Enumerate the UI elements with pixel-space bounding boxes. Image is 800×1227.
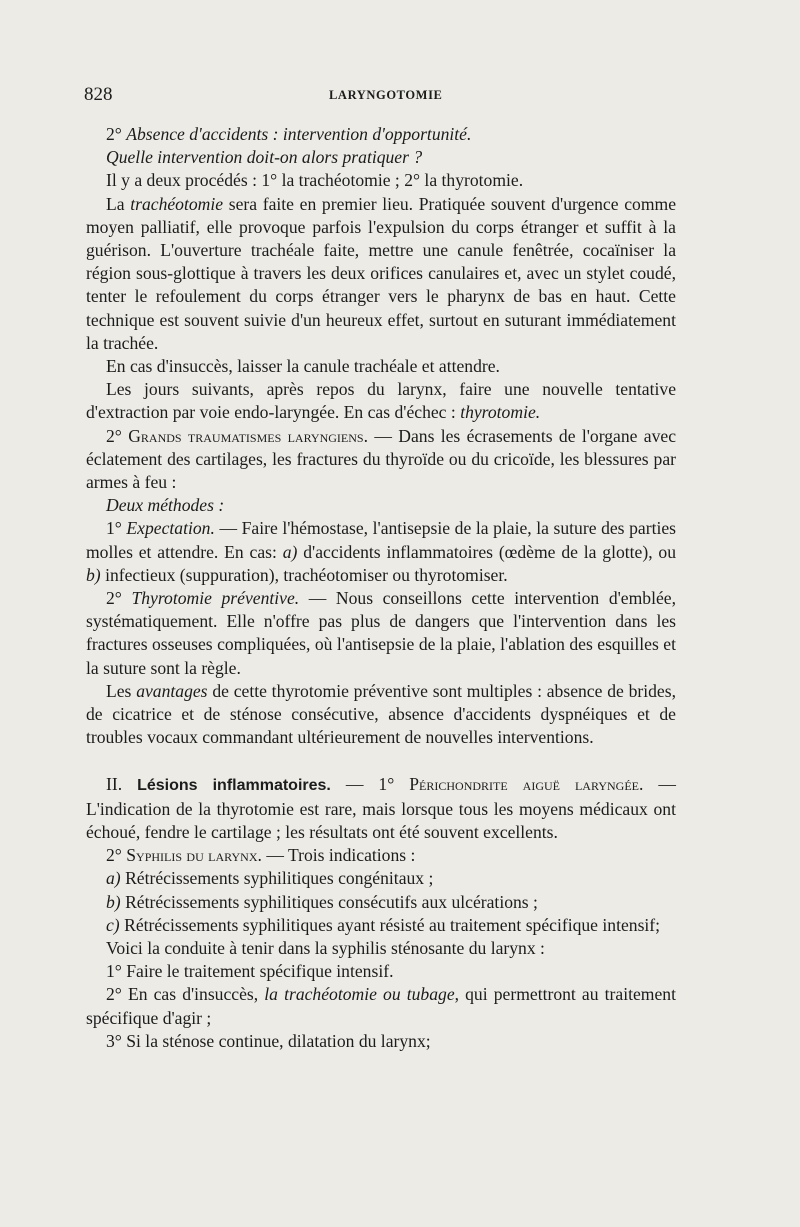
paragraph: Les jours suivants, après repos du larynx, faire une nouvelle tentative d'extraction par voie endo-laryngée. En cas d'échec : thyrotomie. (86, 379, 676, 423)
syphilis-heading: 2° Syphilis du larynx. — Trois indications : (106, 845, 416, 866)
step: 2° En cas d'insuccès, la trachéotomie ou tubage, qui permettront au traitement spécifique d'agir ; (86, 984, 676, 1028)
section-gap (86, 749, 676, 773)
list-item: a) Rétrécissements syphilitiques congénitaux ; (106, 868, 434, 889)
paragraph: La trachéotomie sera faite en premier lieu. Pratiquée souvent d'urgence comme moyen palliatif, elle provoque parfois l'expulsion du corps étranger et suffit à la guérison. L'ouverture trachéale faite, mettre une canule fenêtrée, cocaïniser la région sous-glottique à travers les deux orifices canulaires et, avec un stylet coudé, tenter le refoulement du corps étranger vers le pharynx de bas en haut. Cette technique est souvent suivie d'un heureux effet, surtout en suturant immédiatement la trachée. (86, 193, 677, 353)
paragraph: Il y a deux procédés : 1° la trachéotomie ; 2° la thyrotomie. (106, 170, 524, 191)
section-inflammatory: II. Lésions inflammatoires. — 1° Périchondrite aiguë laryngée. — L'indication de la thyrotomie est rare, mais lorsque tous les moyens médicaux ont échoué, fendre le cartilage ; les résultats ont été souvent excellents. (86, 774, 676, 842)
method-thyrotomy: 2° Thyrotomie préventive. — Nous conseillons cette intervention d'emblée, systématiquement. Elle n'offre pas plus de dangers que l'intervention dans les fractures osseuses compliquées, où l'antisepsie de la plaie, l'ablation des esquilles et la suture sont la règle. (86, 588, 676, 678)
list-item: b) Rétrécissements syphilitiques consécutifs aux ulcérations ; (106, 891, 538, 912)
paragraph-advantages: Les avantages de cette thyrotomie préventive sont multiples : absence de brides, de cicatrice et de sténose consécutive, absence d'accidents dyspnéiques et de troubles vocaux commandant ultérieurement de nouvelles interventions. (86, 680, 676, 748)
step: 3° Si la sténose continue, dilatation du larynx; (106, 1030, 431, 1051)
paragraph: Voici la conduite à tenir dans la syphilis sténosante du larynx : (106, 937, 545, 958)
page-header (84, 84, 676, 108)
section-title-opportunity: 2° Absence d'accidents : intervention d'opportunité. (106, 124, 472, 144)
method-expectation: 1° Expectation. — Faire l'hémostase, l'antisepsie de la plaie, la suture des parties molles et attendre. En cas: a) d'accidents inflammatoires (œdème de la glotte), ou b) infectieux (suppuration), trachéotomiser ou thyrotomiser. (86, 518, 677, 585)
step: 1° Faire le traitement spécifique intensif. (106, 961, 394, 982)
list-item: c) Rétrécissements syphilitiques ayant résisté au traitement spécifique intensif; (106, 914, 661, 935)
page-number: 828 (84, 84, 113, 105)
page-body (86, 123, 676, 1053)
paragraph: En cas d'insuccès, laisser la canule trachéale et attendre. (106, 356, 500, 377)
question: Quelle intervention doit-on alors pratiquer ? (106, 147, 423, 168)
section-traumatisms: 2° Grands traumatismes laryngiens. — Dans les écrasements de l'organe avec éclatement des cartilages, les fractures du thyroïde ou du cricoïde, les blessures par armes à feu : (86, 425, 677, 493)
methods-heading: Deux méthodes : (106, 495, 225, 516)
running-head: LARYNGOTOMIE (329, 88, 443, 102)
